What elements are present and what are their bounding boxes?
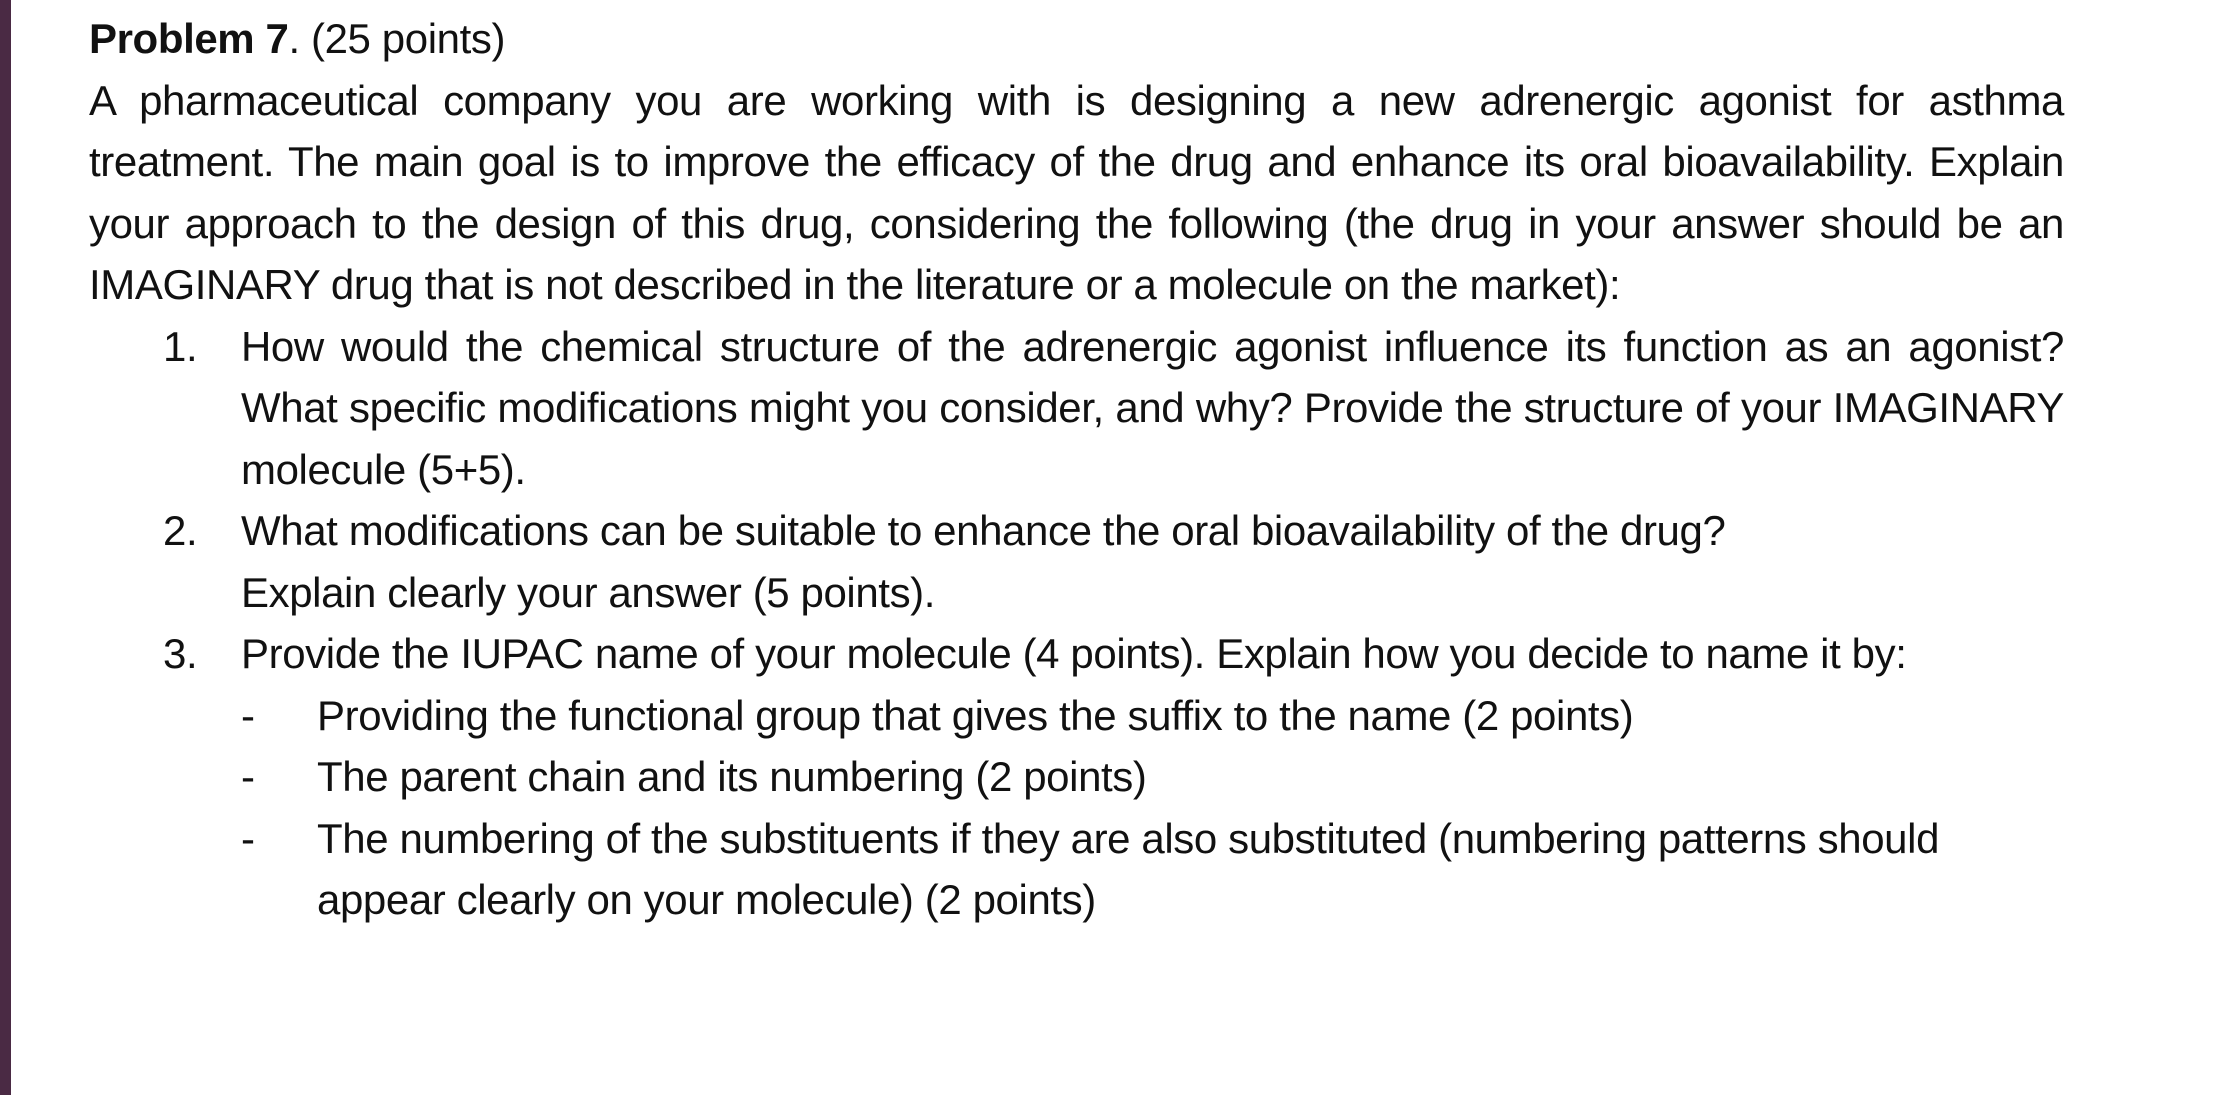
problem-title-label: Problem 7 <box>89 15 289 62</box>
sub-item-text: Providing the functional group that gives the suffix to the name (2 points) <box>317 691 1634 739</box>
sub-item <box>241 808 2064 931</box>
sub-item-text: The numbering of the substituents if they are also substituted (numbering patterns should appear clearly on your molecule) (2 points) <box>317 814 1940 923</box>
sub-item <box>241 685 2064 747</box>
question-list <box>89 316 2089 931</box>
question-item-1 <box>89 316 2064 501</box>
problem-document <box>89 8 2089 931</box>
question-text-line: Explain clearly your answer (5 points). <box>241 568 936 616</box>
question-text: Provide the IUPAC name of your molecule (4 points). Explain how you decide to name it by: <box>241 630 1907 677</box>
sub-item <box>241 746 2064 808</box>
question-text: How would the chemical structure of the adrenergic agonist influence its function as an agonist? What specific modifications might you consider, and why? Provide the structure of your IMAGINARY molecule (5+5). <box>241 322 2064 493</box>
problem-points: . (25 points) <box>288 15 506 62</box>
question-number: 3. <box>163 630 198 677</box>
question-number: 2. <box>163 507 198 554</box>
question-number: 1. <box>163 322 198 370</box>
question-item-2 <box>89 500 2064 623</box>
dash-bullet: - <box>241 814 255 862</box>
problem-title <box>89 8 2089 70</box>
dash-bullet: - <box>241 691 255 739</box>
problem-intro: A pharmaceutical company you are working with is designing a new adrenergic agonist for asthma treatment. The main goal is to improve the efficacy of the drug and enhance its oral bioavailability. Explain your approach to the design of this drug, considering the following (the drug in your answer should be an IMAGINARY drug that is not described in the literature or a molecule on the market): <box>89 76 2064 308</box>
sub-item-list <box>241 685 2064 931</box>
sub-item-text: The parent chain and its numbering (2 points) <box>317 753 1147 800</box>
window-edge-bar <box>0 0 11 1095</box>
question-item-3 <box>89 623 2064 931</box>
question-text-line: What modifications can be suitable to enhance the oral bioavailability of the drug? <box>241 507 1726 554</box>
dash-bullet: - <box>241 753 255 800</box>
